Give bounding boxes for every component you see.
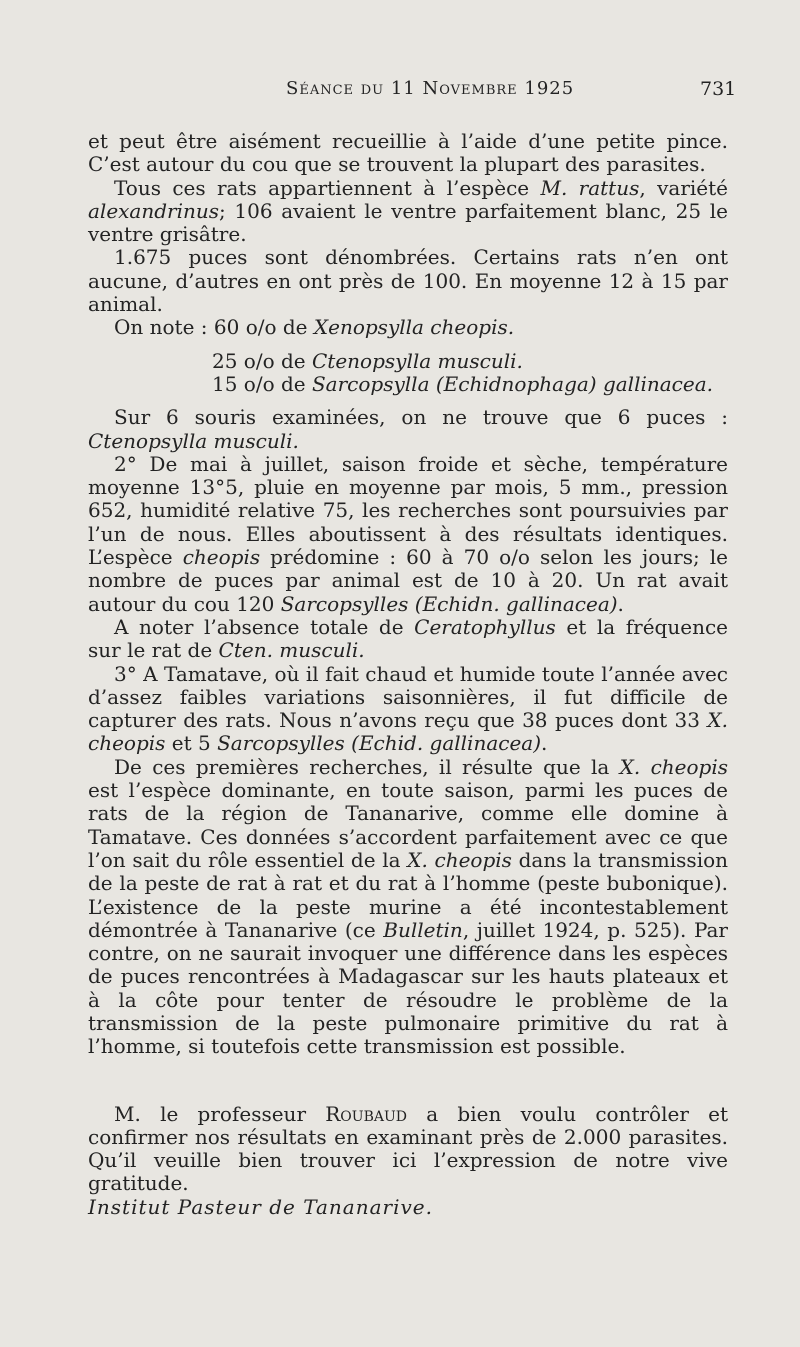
- list-item-text: 15 o/o de: [212, 371, 312, 396]
- list-item: [212, 373, 728, 396]
- acknowledgement-text-a: M. le professeur: [114, 1101, 326, 1126]
- acknowledgement-text-b: a bien voulu contrôler et confirmer nos résultats en examinant près de 2.000 parasites. Qu’il veuille bien trouver ici l’expression de notre vive gratitude.: [88, 1101, 728, 1196]
- paragraph-6-text-a: 2° De mai à juillet, saison froide et sèche, température moyenne 13°5, pluie en moyenne par mois, 5 mm., pression 652, humidité relative 75, les recherches sont poursuivies par l’un de nous. Elles aboutissent à des résultats identiques. L’espèce: [88, 451, 728, 570]
- paragraph-4-text: On note : 60 o/o de: [114, 315, 314, 340]
- paragraph-9-text-d: , juillet 1924, p. 525). Par contre, on ne saurait invoquer une différence dans les espèces de puces rencontrées à Madagascar sur les hauts plateaux et à la côte pour tenter de résoudre le problème de la transmission de la peste pulmonaire primitive du rat à l’homme, si toutefois cette transmission est possible.: [88, 917, 728, 1059]
- page-number: 731: [700, 78, 737, 100]
- species-name: Sarcopsylla (Echidnophaga) gallinacea.: [311, 371, 713, 396]
- paragraph-2-text-c: ; 106 avaient le ventre parfaitement blanc, 25 le ventre grisâtre.: [88, 198, 728, 247]
- species-name: X. cheopis: [88, 708, 728, 756]
- species-name: X. cheopis: [407, 847, 512, 872]
- paragraph-4: [88, 316, 728, 339]
- paragraph-8: [88, 663, 728, 756]
- paragraph-8-text-b: et 5: [165, 731, 218, 756]
- paragraph-3-text: 1.675 puces sont dénombrées. Certains rats n’en ont aucune, d’autres en ont près de 100. En moyenne 12 à 15 par animal.: [88, 245, 728, 317]
- paragraph-6: [88, 453, 728, 616]
- paragraph-5: [88, 406, 728, 453]
- paragraph-6-text-b: prédomine : 60 à 70 o/o selon les jours; le nombre de puces par animal est de 10 à 20. Un rat avait autour du cou 120: [88, 545, 728, 616]
- running-title: Séance du 11 Novembre 1925: [286, 78, 575, 99]
- species-name: Ctenopsylla musculi.: [311, 348, 523, 373]
- person-name: Roubaud: [325, 1101, 408, 1126]
- paragraph-6-text-c: .: [617, 591, 624, 616]
- species-name: X. cheopis: [619, 754, 728, 779]
- paragraph-2-text-b: , variété: [639, 175, 728, 200]
- running-header: [0, 74, 800, 104]
- species-name: cheopis: [182, 545, 261, 570]
- paragraph-9: [88, 756, 728, 1059]
- paragraph-7: [88, 616, 728, 663]
- list-item-text: 25 o/o de: [212, 348, 312, 373]
- paragraph-9-text-a: De ces premières recherches, il résulte que la: [114, 754, 620, 779]
- paragraph-2-text-a: Tous ces rats appartiennent à l’espèce: [114, 175, 541, 200]
- signature: Institut Pasteur de Tananarive.: [88, 1194, 433, 1219]
- paragraph-5-text: Sur 6 souris examinées, on ne trouve que 6 puces :: [114, 405, 728, 430]
- paragraph-9-text-b: est l’espèce dominante, en toute saison, parmi les puces de rats de la région de Tananarive, comme elle domine à Tamatave. Ces données s’accordent parfaitement avec ce que l’on sait du rôle essentiel de la: [88, 778, 728, 872]
- paragraph-8-text-a: 3° A Tamatave, où il fait chaud et humide toute l’année avec d’assez faibles variations saisonnières, il fut difficile de capturer des rats. Nous n’avons reçu que 38 puces dont 33: [88, 661, 728, 733]
- paragraph-9-text-c: dans la transmission de la peste de rat à rat et du rat à l’homme (peste bubonique). L’existence de la peste murine a été incontestablement démontrée à Tananarive (ce: [88, 847, 729, 942]
- species-name: Xenopsylla cheopis.: [313, 315, 515, 340]
- variety-name: alexandrinus: [88, 198, 220, 223]
- species-name: Sarcopsylles (Echid. gallinacea): [217, 731, 542, 756]
- genus-name: Ceratophyllus: [414, 614, 556, 639]
- list-item: [212, 350, 728, 373]
- species-name: Cten. musculi.: [218, 638, 365, 663]
- article-body: [88, 130, 728, 1219]
- paragraph-3: [88, 246, 728, 316]
- paragraph-1: [88, 130, 728, 177]
- species-name: Sarcopsylles (Echidn. gallinacea): [280, 591, 618, 616]
- paragraph-1-text: et peut être aisément recueillie à l’aide d’une petite pince. C’est autour du cou que se trouvent la plupart des parasites.: [88, 129, 728, 177]
- paragraph-2: [88, 177, 728, 247]
- species-name: Ctenopsylla musculi.: [88, 428, 299, 453]
- paragraph-8-text-c: .: [541, 731, 548, 756]
- paragraph-7-text-a: A noter l’absence totale de: [114, 614, 415, 639]
- journal-title: Bulletin: [383, 917, 463, 942]
- paragraph-7-text-b: et la fréquence sur le rat de: [88, 614, 728, 663]
- species-name: M. rattus: [540, 175, 640, 200]
- acknowledgement: [88, 1103, 728, 1196]
